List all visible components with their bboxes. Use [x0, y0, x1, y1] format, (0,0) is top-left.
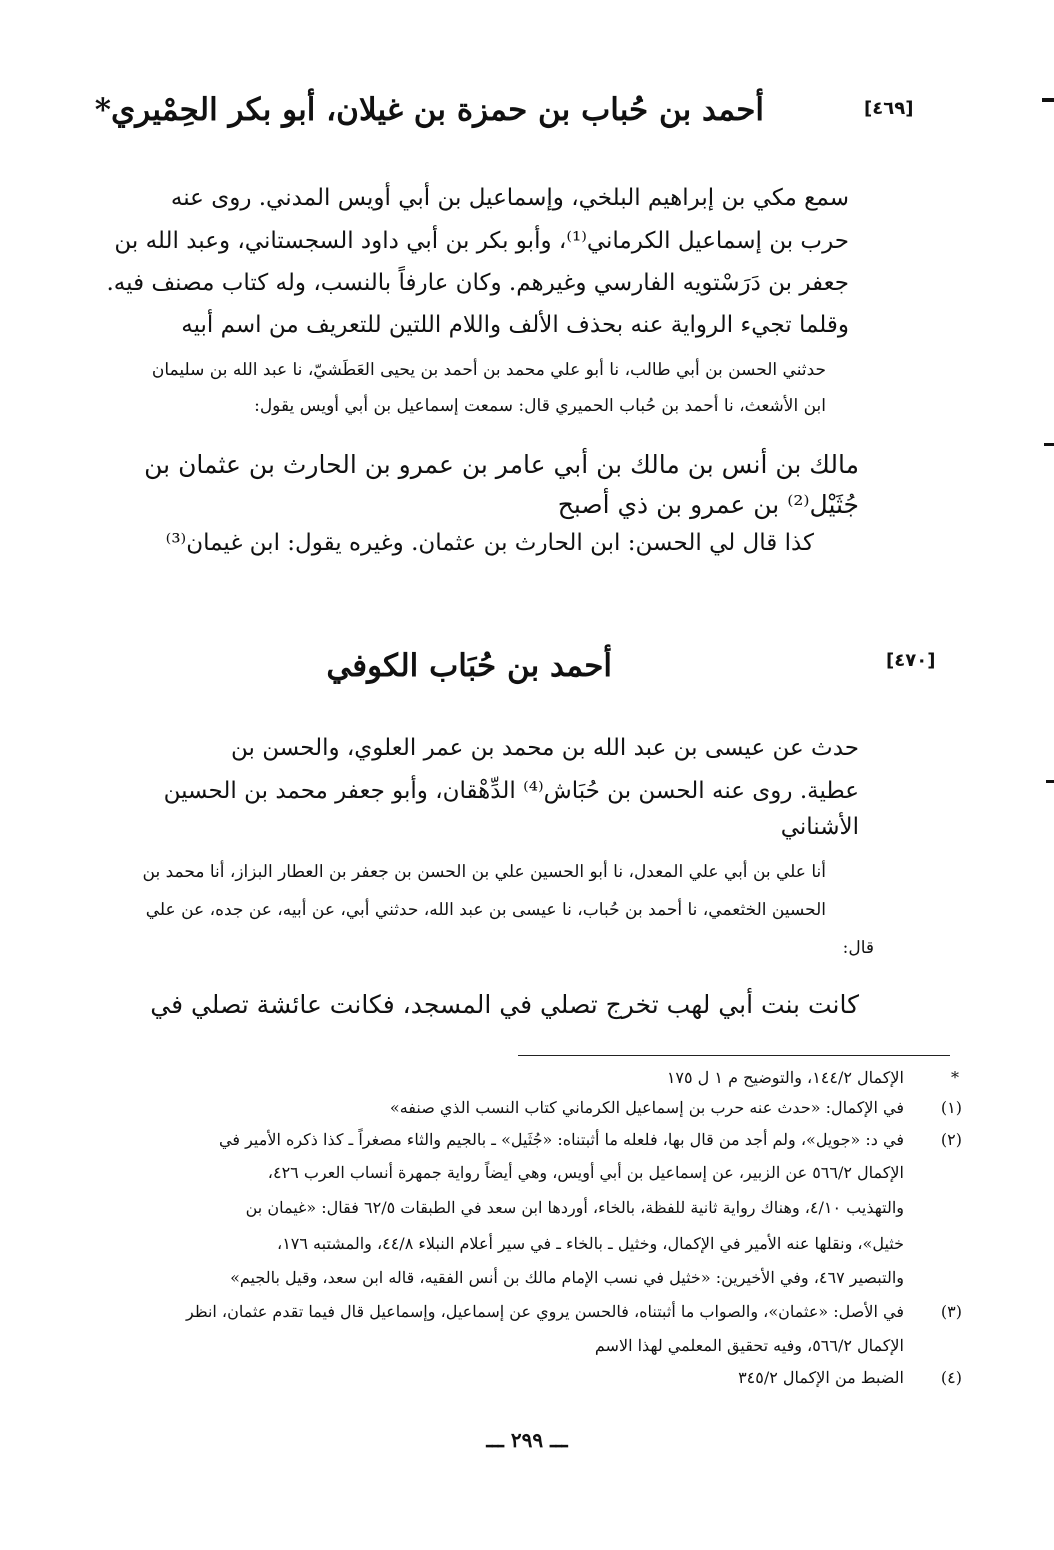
footnote-line: في د: «جويل»، ولم أجد من قال بها، فلعله ما أثبتناه: «جُثَيل» ـ بالجيم والثاء مصغراً ـ كذا ذكره الأمير في: [219, 1130, 904, 1149]
footnote-line: والتهذيب ٤/١٠، وهناك رواية ثانية للفظة، بالخاء، أوردها ابن سعد في الطبقات ٦٢/٥ فقال: «غيمان بن: [245, 1198, 904, 1217]
entry-body-line: حرب بن إسماعيل الكرماني⁽¹⁾، وأبو بكر بن أبي داود السجستاني، وعبد الله بن: [114, 228, 849, 254]
footnote-line: الإكمال ١٤٤/٢، والتوضيح م ١ ل ١٧٥: [666, 1068, 904, 1087]
scan-edge-mark: [1042, 98, 1054, 102]
isnad-line: الحسين الخثعمي، نا أحمد بن حُباب، نا عيسى بن عبد الله، حدثني أبي، عن أبيه، عن جده، عن علي: [145, 900, 826, 920]
entry-heading: أحمد بن حُباب بن حمزة بن غيلان، أبو بكر الحِمْيري*: [94, 92, 764, 128]
isnad-line: ابن الأشعث، نا أحمد بن حُباب الحميري قال: سمعت إسماعيل بن أبي أويس يقول:: [254, 396, 826, 416]
matn-line: جُثَيْل⁽²⁾ بن عمرو بن ذي أصبح: [557, 490, 859, 519]
matn-line: مالك بن أنس بن مالك بن أبي عامر بن عمرو بن الحارث بن عثمان بن: [144, 450, 859, 479]
entry-number: [٤٦٩]: [864, 98, 914, 119]
footnote-marker: (٣): [940, 1302, 962, 1321]
closing-line: كذا قال لي الحسن: ابن الحارث بن عثمان. وغيره يقول: ابن غيمان⁽³⁾: [165, 530, 814, 556]
footnote-marker: *: [951, 1068, 959, 1087]
footnote-line: الإكمال ٥٦٦/٢، وفيه تحقيق المعلمي لهذا الاسم: [594, 1336, 904, 1355]
footnote-line: في الأصل: «عثمان»، والصواب ما أثبتناه، فالحسن يروي عن إسماعيل، وإسماعيل قال فيما تقدم عثمان، انظر: [185, 1302, 904, 1321]
footnote-line: الضبط من الإكمال ٣٤٥/٢: [738, 1368, 904, 1387]
footnote-marker: (١): [940, 1098, 962, 1117]
footnote-marker: (٤): [940, 1368, 962, 1387]
footnote-separator: [518, 1055, 950, 1056]
isnad-line: قال:: [842, 938, 874, 958]
entry-body-line: جعفر بن دَرَسْتويه الفارسي وغيرهم. وكان عارفاً بالنسب، وله كتاب مصنف فيه.: [106, 270, 849, 296]
footnote-line: في الإكمال: «حدث عنه حرب بن إسماعيل الكرماني كتاب النسب الذي صنفه»: [389, 1098, 904, 1117]
page-number: ـــ ٢٩٩ ـــ: [486, 1428, 568, 1452]
entry-body-line: الأشناني: [780, 814, 859, 840]
matn-line: كانت بنت أبي لهب تخرج تصلي في المسجد، فكانت عائشة تصلي في: [150, 990, 859, 1019]
scan-edge-mark: [1044, 443, 1054, 446]
footnote-line: الإكمال ٥٦٦/٢ عن الزبير، عن إسماعيل بن أبي أويس، وهي أيضاً رواية جمهرة أنساب العرب ٤٢٦،: [267, 1163, 904, 1182]
scan-edge-mark: [1046, 780, 1054, 783]
footnote-line: خثيل»، ونقلها عنه الأمير في الإكمال، وخثيل ـ بالخاء ـ في سير أعلام النبلاء ٤٤/٨، والمشتبه ١٧٦،: [277, 1234, 904, 1253]
entry-body-line: وقلما تجيء الرواية عنه بحذف الألف واللام اللتين للتعريف من اسم أبيه: [181, 312, 849, 338]
entry-number: [٤٧٠]: [886, 650, 936, 671]
entry-body-line: عطية. روى عنه الحسن بن حُبَاش⁽⁴⁾ الدِّهْقان، وأبو جعفر محمد بن الحسين: [163, 778, 859, 804]
isnad-line: أنا علي بن أبي علي المعدل، نا أبو الحسين علي بن الحسن بن جعفر بن العطار البزاز، أنا محمد بن: [142, 862, 826, 882]
footnote-line: والتبصير ٤٦٧، وفي الأخيرين: «خثيل في نسب الإمام مالك بن أنس الفقيه، قاله ابن سعد، وقيل بالجيم»: [230, 1268, 904, 1287]
entry-body-line: سمع مكي بن إبراهيم البلخي، وإسماعيل بن أبي أويس المدني. روى عنه: [170, 185, 849, 211]
footnote-marker: (٢): [940, 1130, 962, 1149]
entry-body-line: حدث عن عيسى بن عبد الله بن محمد بن عمر العلوي، والحسن بن: [230, 735, 859, 761]
entry-heading: أحمد بن حُبَاب الكوفي: [326, 648, 612, 684]
isnad-line: حدثني الحسن بن أبي طالب، نا أبو علي محمد بن أحمد بن يحيى العَطَشيّ، نا عبد الله بن سليمان: [151, 360, 826, 380]
